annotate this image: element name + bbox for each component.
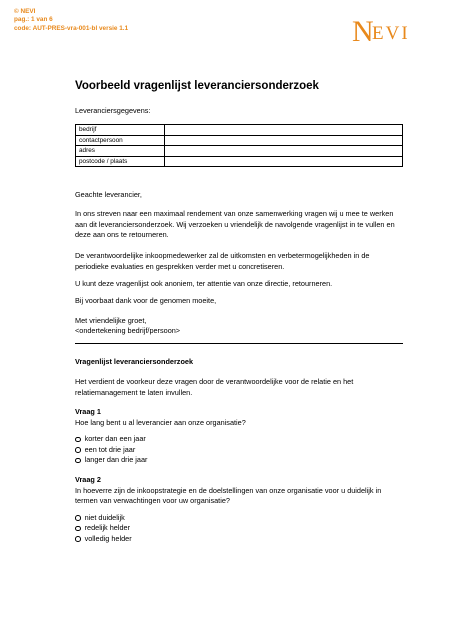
page-number: pag.: 1 van 6 bbox=[14, 16, 53, 24]
row-label-company: bedrijf bbox=[76, 125, 165, 136]
letter-paragraph-4: Bij voorbaat dank voor de genomen moeite, bbox=[75, 296, 217, 305]
value-cell-postcode[interactable] bbox=[165, 156, 403, 167]
radio-circle-icon[interactable] bbox=[75, 515, 81, 521]
question-label: Vraag 2 bbox=[75, 475, 101, 484]
logo-initial: N bbox=[352, 15, 374, 48]
radio-circle-icon[interactable] bbox=[75, 458, 81, 464]
radio-circle-icon[interactable] bbox=[75, 526, 81, 532]
row-label-postcode: postcode / plaats bbox=[76, 156, 165, 167]
row-label-address: adres bbox=[76, 146, 165, 157]
answer-option[interactable]: redelijk helder bbox=[75, 523, 405, 534]
question-label: Vraag 1 bbox=[75, 407, 101, 416]
question-1 bbox=[75, 407, 405, 466]
answer-option[interactable]: langer dan drie jaar bbox=[75, 455, 405, 466]
radio-circle-icon[interactable] bbox=[75, 437, 81, 443]
letter-paragraph-2: De verantwoordelijke inkoopmedewerker zal de uitkomsten en verbetermogelijkheden in de periodieke evaluaties en gesprekken verder met u concretiseren. bbox=[75, 251, 370, 271]
logo-rest: EVI bbox=[372, 23, 410, 44]
page-title: Voorbeeld vragenlijst leveranciersonderzoek bbox=[75, 80, 319, 92]
table-row bbox=[76, 156, 403, 167]
answer-option[interactable]: korter dan een jaar bbox=[75, 434, 405, 445]
letter-paragraph-1: In ons streven naar een maximaal rendement van onze samenwerking vragen wij u mee te werken aan dit leveranciersonderzoek. Wij verzoeken u vriendelijk de navolgende vragenlijst in te vullen en deze aan ons te retourneren. bbox=[75, 209, 395, 240]
row-label-contact: contactpersoon bbox=[76, 135, 165, 146]
questionnaire-heading: Vragenlijst leveranciersonderzoek bbox=[75, 357, 194, 366]
question-text: In hoeverre zijn de inkoopstrategie en de doelstellingen van onze organisatie voor u duidelijk in termen van verwachtingen voor uw organisatie? bbox=[75, 485, 382, 506]
value-cell-address[interactable] bbox=[165, 146, 403, 157]
signature-placeholder: <ondertekening bedrijf/persoon> bbox=[75, 326, 181, 335]
value-cell-company[interactable] bbox=[165, 125, 403, 136]
letter-paragraph-3: U kunt deze vragenlijst ook anoniem, ter attentie van onze directie, retourneren. bbox=[75, 279, 333, 288]
salutation: Geachte leverancier, bbox=[75, 190, 142, 199]
nevi-logo bbox=[352, 14, 440, 48]
answer-option[interactable]: volledig helder bbox=[75, 534, 405, 545]
table-row bbox=[76, 135, 403, 146]
table-row bbox=[76, 125, 403, 136]
radio-circle-icon[interactable] bbox=[75, 447, 81, 453]
supplier-details-table bbox=[75, 124, 403, 167]
section-divider bbox=[75, 343, 403, 344]
document-code: code: AUT-PRES-vra-001-bl versie 1.1 bbox=[14, 24, 129, 32]
value-cell-contact[interactable] bbox=[165, 135, 403, 146]
radio-circle-icon[interactable] bbox=[75, 536, 81, 542]
document-header bbox=[14, 8, 128, 33]
table-row bbox=[76, 146, 403, 157]
question-2 bbox=[75, 475, 405, 545]
supplier-heading: Leveranciersgegevens: bbox=[75, 106, 151, 115]
closing: Met vriendelijke groet, bbox=[75, 316, 147, 325]
copyright-notice: © NEVI bbox=[14, 8, 36, 15]
answer-option[interactable]: een tot drie jaar bbox=[75, 445, 405, 456]
question-text: Hoe lang bent u al leverancier aan onze organisatie? bbox=[75, 417, 246, 427]
questionnaire-intro: Het verdient de voorkeur deze vragen door de verantwoordelijke voor de relatie en het relatiemanagement te laten invullen. bbox=[75, 377, 354, 397]
answer-option[interactable]: niet duidelijk bbox=[75, 513, 405, 524]
